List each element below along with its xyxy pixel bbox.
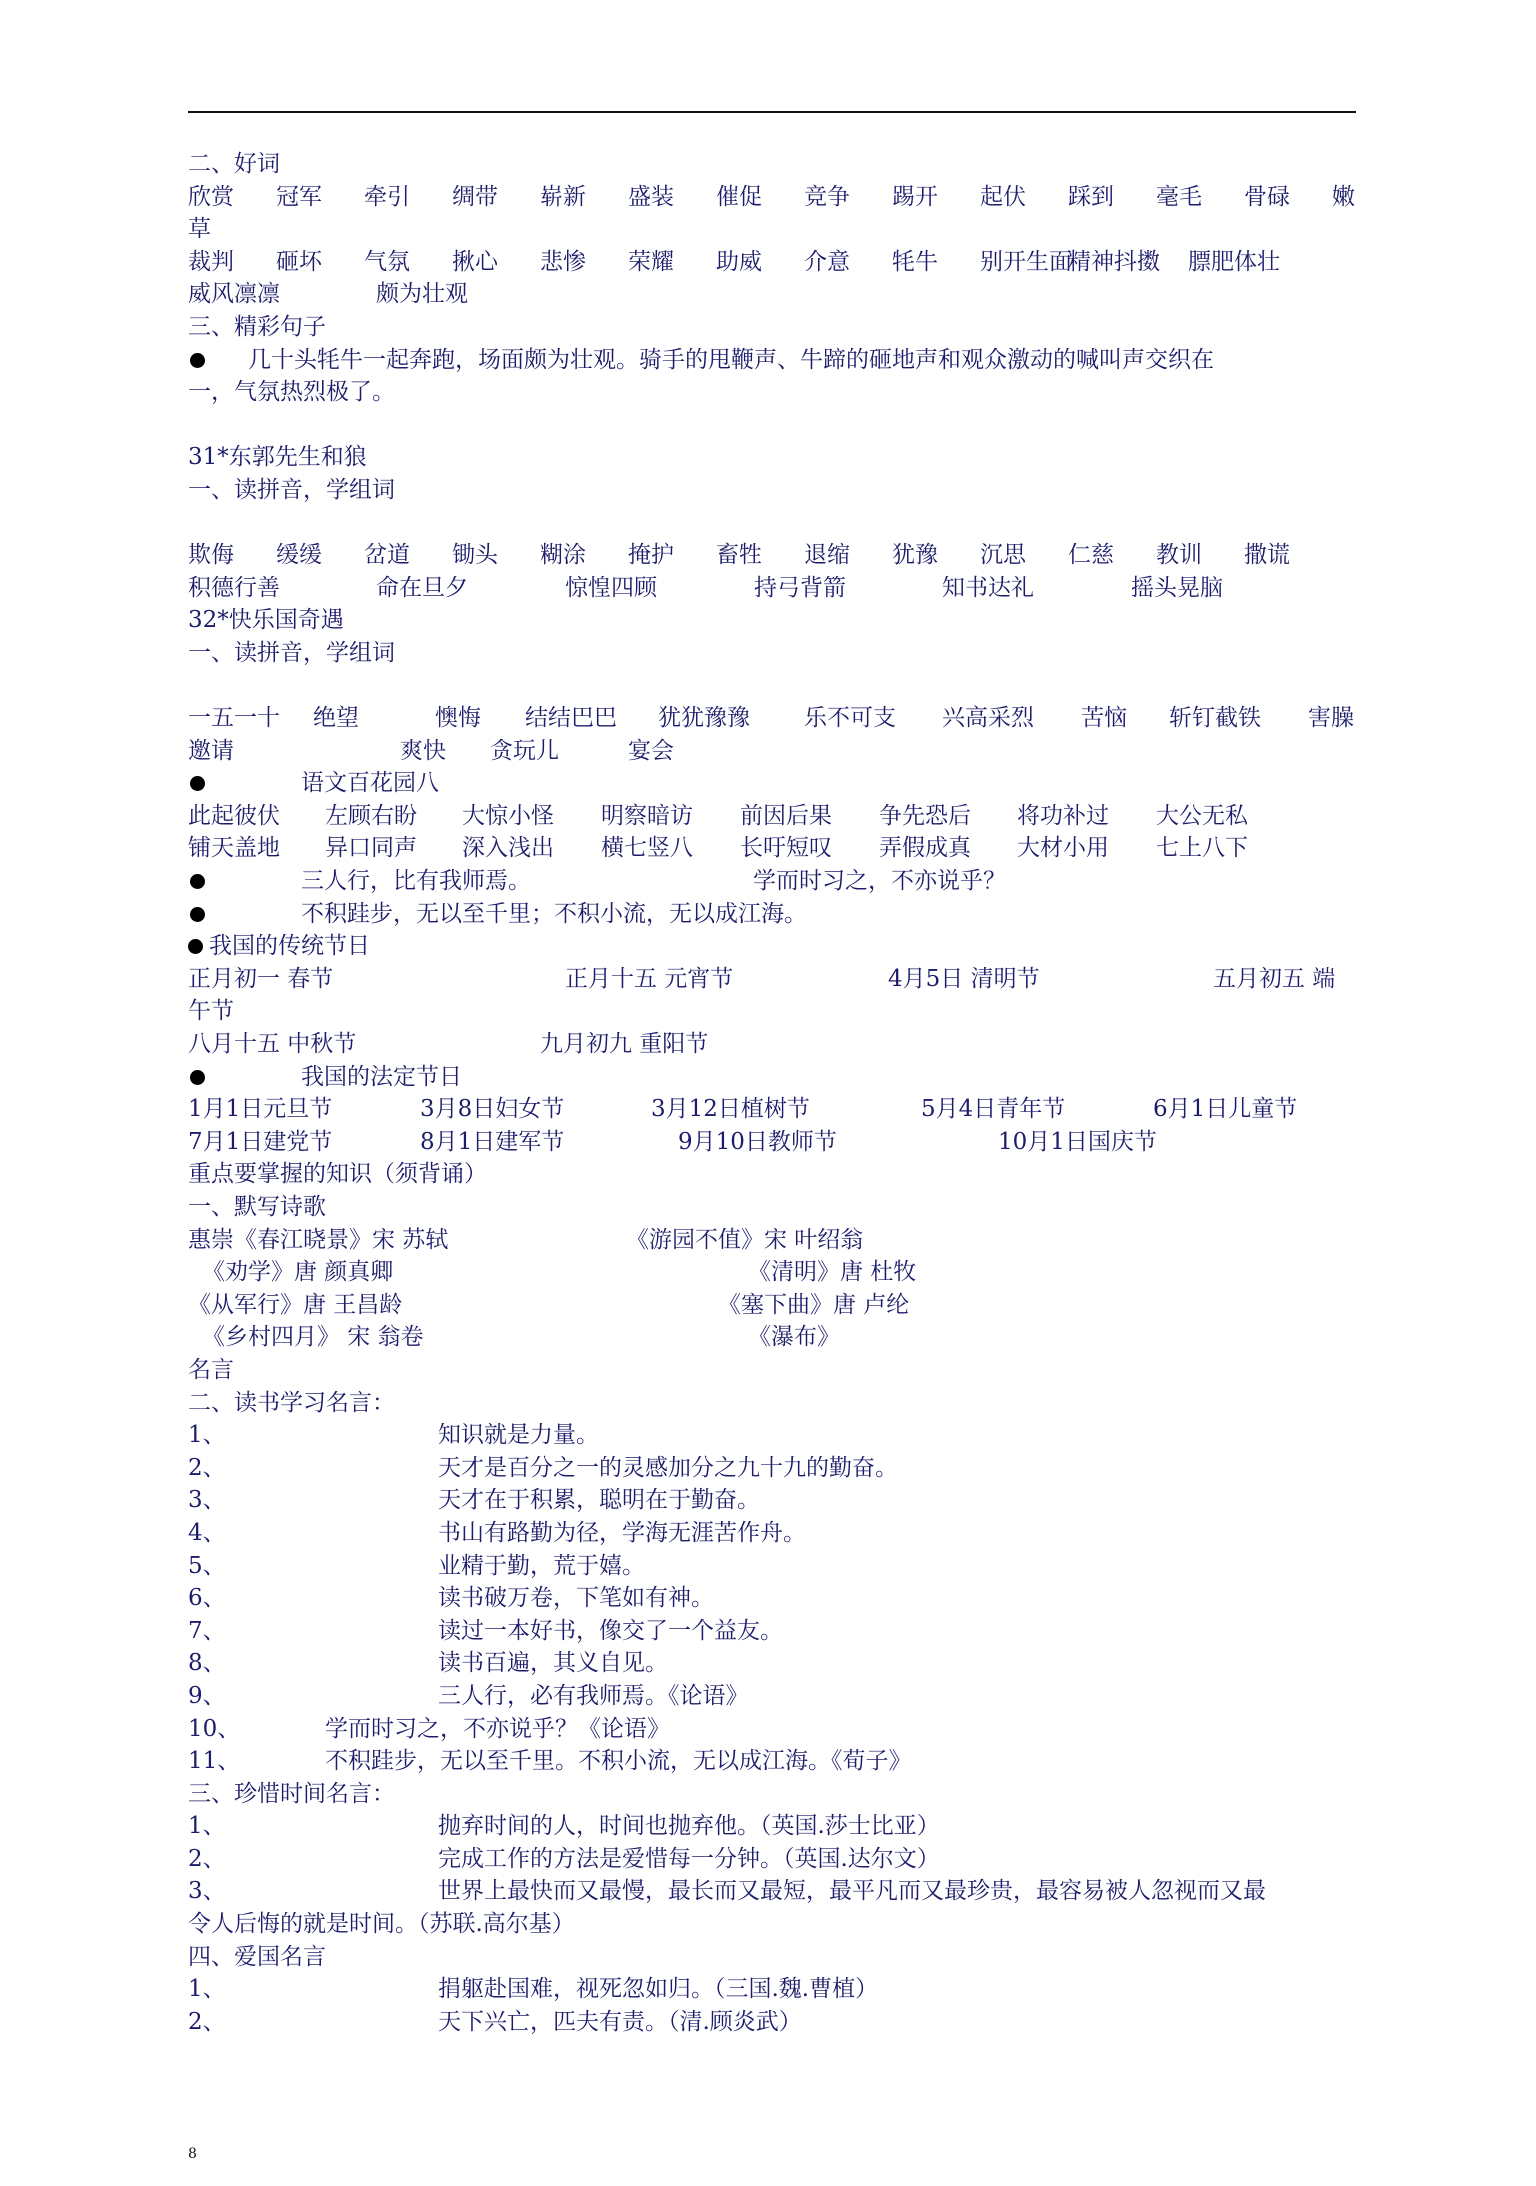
poem-entry: 《清明》唐 杜牧 [748,1259,917,1286]
vocab-word: 教训 [1156,542,1202,569]
item-number: 5、 [188,1552,226,1579]
idiom: 铺天盖地 [188,835,280,862]
vocab-word: 沉思 [980,542,1026,569]
vocab-word: 宴会 [628,737,674,764]
vocab-word: 苦恼 [1081,705,1127,732]
vocab-word: 惊惶四顾 [565,574,657,601]
vocab-word: 催促 [716,183,762,210]
section-heading: 二、好词 [188,151,280,177]
vocab-word: 糊涂 [540,542,586,569]
quote-item [188,1615,1360,1648]
vocab-word: 砸坏 [276,248,322,275]
poem-row [188,1321,1360,1354]
quote-item [188,1452,1360,1485]
item-number: 11、 [188,1748,241,1775]
item-text: 捐躯赴国难，视死忽如归。（三国.魏.曹植） [438,1976,879,2003]
festival-entry: 八月十五 中秋节 [188,1031,357,1058]
idiom: 争先恐后 [879,802,971,829]
bullet-icon [190,776,205,791]
item-number: 3、 [188,1878,226,1905]
idiom: 明察暗访 [601,802,693,829]
vocab-word: 斩钉截铁 [1169,705,1261,732]
item-number: 8、 [188,1650,226,1677]
item-text: 读书百遍，其义自见。 [438,1650,668,1677]
page-number: 8 [188,2146,197,2162]
bullet-icon [190,353,205,368]
festival-entry: 4月5日 清明节 [888,965,1040,992]
lesson-title: 31*东郭先生和狼 [188,444,367,471]
vocab-word: 冠军 [276,183,322,210]
vocab-word: 牦牛 [892,248,938,275]
vocab-word: 颇为壮观 [376,281,468,308]
item-text: 抛弃时间的人，时间也抛弃他。（英国.莎士比亚） [438,1813,940,1840]
vocab-word: 害臊 [1308,705,1354,732]
idiom: 左顾右盼 [325,802,417,829]
item-number: 1、 [188,1976,226,2003]
vocab-word: 贪玩儿 [490,737,559,764]
vocab-word: 爽快 [400,737,446,764]
page-content [188,148,1360,2038]
holiday-entry: 3月12日植树节 [651,1096,810,1123]
idiom: 此起彼伏 [188,802,280,829]
vocab-word: 畜牲 [716,542,762,569]
vocab-word: 欣赏 [188,183,234,210]
vocab-word: 持弓背箭 [754,574,846,601]
poem-row [188,1224,1360,1257]
item-number: 2、 [188,1454,226,1481]
item-number: 2、 [188,1845,226,1872]
vocab-word: 缓缓 [276,542,322,569]
vocab-word: 欺侮 [188,542,234,569]
quote-item [188,1647,1360,1680]
vocab-word: 踢开 [892,183,938,210]
quote-item [188,1810,1360,1843]
item-text: 完成工作的方法是爱惜每一分钟。（英国.达尔文） [438,1845,940,1872]
vocab-word: 锄头 [452,542,498,569]
vocab-word: 退缩 [804,542,850,569]
vocab-word: 崭新 [540,183,586,210]
idiom: 将功补过 [1017,802,1109,829]
section-heading: 一、默写诗歌 [188,1194,326,1220]
quote-item [188,1973,1360,2006]
item-text: 不积跬步，无以至千里。不积小流，无以成江海。《荀子》 [325,1748,912,1775]
item-text: 天下兴亡，匹夫有责。（清.顾炎武） [438,2008,802,2035]
word-row [188,246,1360,279]
quote-continuation: 令人后悔的就是时间。（苏联.高尔基） [188,1911,575,1938]
poem-entry: 《乡村四月》 宋 翁卷 [202,1324,424,1351]
poem-entry: 《从军行》唐 王昌龄 [188,1291,403,1318]
vocab-word: 膘肥体壮 [1188,248,1280,275]
section-heading: 三、珍惜时间名言： [188,1780,395,1807]
idiom: 长吁短叹 [740,835,832,862]
lesson-title: 32*快乐国奇遇 [188,607,344,634]
idiom: 大材小用 [1017,835,1109,862]
word-row [188,702,1360,735]
idiom: 七上八下 [1156,835,1248,862]
section-heading: 四、爱国名言 [188,1943,326,1970]
vocab-word: 竞争 [804,183,850,210]
idiom: 前因后果 [740,802,832,829]
idiom-row [188,832,1360,865]
festival-entry: 五月初五 端 [1213,965,1336,992]
vocab-word: 介意 [804,248,850,275]
item-text: 读书破万卷，下笔如有神。 [438,1585,714,1612]
quote-item [188,1582,1360,1615]
poem-row [188,1256,1360,1289]
poem-entry: 《瀑布》 [748,1324,840,1351]
holiday-entry: 6月1日儿童节 [1153,1096,1298,1123]
holiday-entry: 8月1日建军节 [420,1128,565,1155]
vocab-word: 掩护 [628,542,674,569]
vocab-word: 知书达礼 [942,574,1034,601]
vocab-word: 别开生面 [980,248,1072,275]
item-number: 4、 [188,1519,226,1546]
vocab-word: 绸带 [452,183,498,210]
poem-entry: 惠崇《春江晓景》宋 苏轼 [188,1226,449,1253]
vocab-word: 懊悔 [435,705,481,732]
vocab-word: 精神抖擞 [1068,248,1160,275]
bullet-icon [190,874,205,889]
item-text: 三人行，必有我师焉。《论语》 [438,1682,749,1709]
item-text: 知识就是力量。 [438,1422,599,1449]
quote-line: 三人行，比有我师焉。 学而时习之，不亦说乎？ [188,865,1360,898]
bullet-icon [188,939,203,954]
quote-item [188,1875,1360,1908]
festival-entry: 正月十五 元宵节 [565,965,734,992]
item-number: 2、 [188,2008,226,2035]
word-row [188,278,1360,311]
vocab-word: 牵引 [364,183,410,210]
idiom: 异口同声 [325,835,417,862]
vocab-word: 嫩 [1332,183,1355,210]
vocab-word: 仁慈 [1068,542,1114,569]
quote-item [188,2006,1360,2039]
vocab-word: 撒谎 [1244,542,1290,569]
idiom: 大惊小怪 [462,802,554,829]
section-heading: 一、读拼音，学组词 [188,476,395,503]
holiday-entry: 3月8日妇女节 [420,1096,565,1123]
item-number: 7、 [188,1617,226,1644]
sentence-line: 一，气氛热烈极了。 [188,379,395,406]
vocab-word: 骨碌 [1244,183,1290,210]
idiom: 大公无私 [1156,802,1248,829]
holiday-entry: 10月1日国庆节 [998,1128,1157,1155]
poem-entry: 《劝学》唐 颜真卿 [202,1259,394,1286]
item-text: 世界上最快而又最慢，最长而又最短，最平凡而又最珍贵，最容易被人忽视而又最 [438,1878,1266,1905]
header-rule [188,111,1356,113]
vocab-word: 踩到 [1068,183,1114,210]
quote-item [188,1550,1360,1583]
vocab-word: 兴高采烈 [942,705,1034,732]
vocab-word: 起伏 [980,183,1026,210]
vocab-word: 犹豫 [892,542,938,569]
idiom-row [188,800,1360,833]
poem-row [188,1289,1360,1322]
legal-title: 我国的法定节日 [188,1061,1360,1094]
garden-title: 语文百花园八 [188,767,1360,800]
item-text: 读过一本好书，像交了一个益友。 [438,1617,783,1644]
vocab-word: 盛装 [628,183,674,210]
item-text: 天才是百分之一的灵感加分之九十九的勤奋。 [438,1454,898,1481]
vocab-word: 毫毛 [1156,183,1202,210]
item-text: 学而时习之，不亦说乎？《论语》 [325,1715,670,1742]
item-number: 6、 [188,1585,226,1612]
vocab-word: 积德行善 [188,574,280,601]
quote-item [188,1843,1360,1876]
festival-title: 我国的传统节日 [188,930,1360,963]
holiday-row [188,1093,1360,1126]
item-number: 10、 [188,1715,241,1742]
holiday-row [188,1126,1360,1159]
bullet-icon [190,1070,205,1085]
poem-entry: 《塞下曲》唐 卢纶 [718,1291,910,1318]
vocab-word: 揪心 [452,248,498,275]
vocab-word: 荣耀 [628,248,674,275]
quote-item [188,1745,1360,1778]
item-number: 1、 [188,1813,226,1840]
vocab-word: 悲惨 [540,248,586,275]
word-row [188,181,1360,214]
section-heading: 名言 [188,1356,234,1383]
idiom: 横七竖八 [601,835,693,862]
vocab-word: 一五一十 [188,705,280,732]
item-number: 9、 [188,1682,226,1709]
vocab-word: 摇头晃脑 [1131,574,1223,601]
festival-entry: 九月初九 重阳节 [540,1031,709,1058]
festival-entry: 正月初一 春节 [188,965,334,992]
idiom: 弄假成真 [879,835,971,862]
holiday-entry: 5月4日青年节 [921,1096,1066,1123]
item-number: 1、 [188,1422,226,1449]
festival-row [188,1028,1360,1061]
holiday-entry: 1月1日元旦节 [188,1096,333,1123]
section-heading: 二、读书学习名言： [188,1389,395,1416]
section-heading: 三、精彩句子 [188,313,326,340]
vocab-word: 气氛 [364,248,410,275]
quote-line: 不积跬步，无以至千里；不积小流，无以成江海。 [188,898,1360,931]
word-row [188,735,1360,768]
vocab-word: 命在旦夕 [376,574,468,601]
holiday-entry: 9月10日教师节 [678,1128,837,1155]
item-text: 天才在于积累，聪明在于勤奋。 [438,1487,760,1514]
word-row [188,572,1360,605]
vocab-word: 岔道 [364,542,410,569]
word-row-wrap: 草 [188,216,211,243]
vocab-word: 威风凛凛 [188,281,280,308]
vocab-word: 绝望 [313,705,359,732]
vocab-word: 助威 [716,248,762,275]
item-number: 3、 [188,1487,226,1514]
section-heading: 重点要掌握的知识（须背诵） [188,1161,487,1188]
vocab-word: 邀请 [188,737,234,764]
idiom: 深入浅出 [462,835,554,862]
word-row [188,539,1360,572]
festival-row [188,963,1360,996]
vocab-word: 结结巴巴 [525,705,617,732]
quote-item [188,1713,1360,1746]
festival-row-wrap: 午节 [188,998,234,1025]
item-text: 业精于勤，荒于嬉。 [438,1552,645,1579]
bullet-icon [190,907,205,922]
quote-item [188,1680,1360,1713]
quote-item [188,1419,1360,1452]
quote-item [188,1484,1360,1517]
section-heading: 一、读拼音，学组词 [188,639,395,666]
poem-entry: 《游园不值》宋 叶绍翁 [626,1226,864,1253]
vocab-word: 犹犹豫豫 [658,705,750,732]
vocab-word: 乐不可支 [804,705,896,732]
holiday-entry: 7月1日建党节 [188,1128,333,1155]
quote-item [188,1517,1360,1550]
item-text: 书山有路勤为径，学海无涯苦作舟。 [438,1519,806,1546]
vocab-word: 裁判 [188,248,234,275]
sentence-line: 几十头牦牛一起奔跑，场面颇为壮观。骑手的甩鞭声、牛蹄的砸地声和观众激动的喊叫声交织在 [188,344,1360,377]
